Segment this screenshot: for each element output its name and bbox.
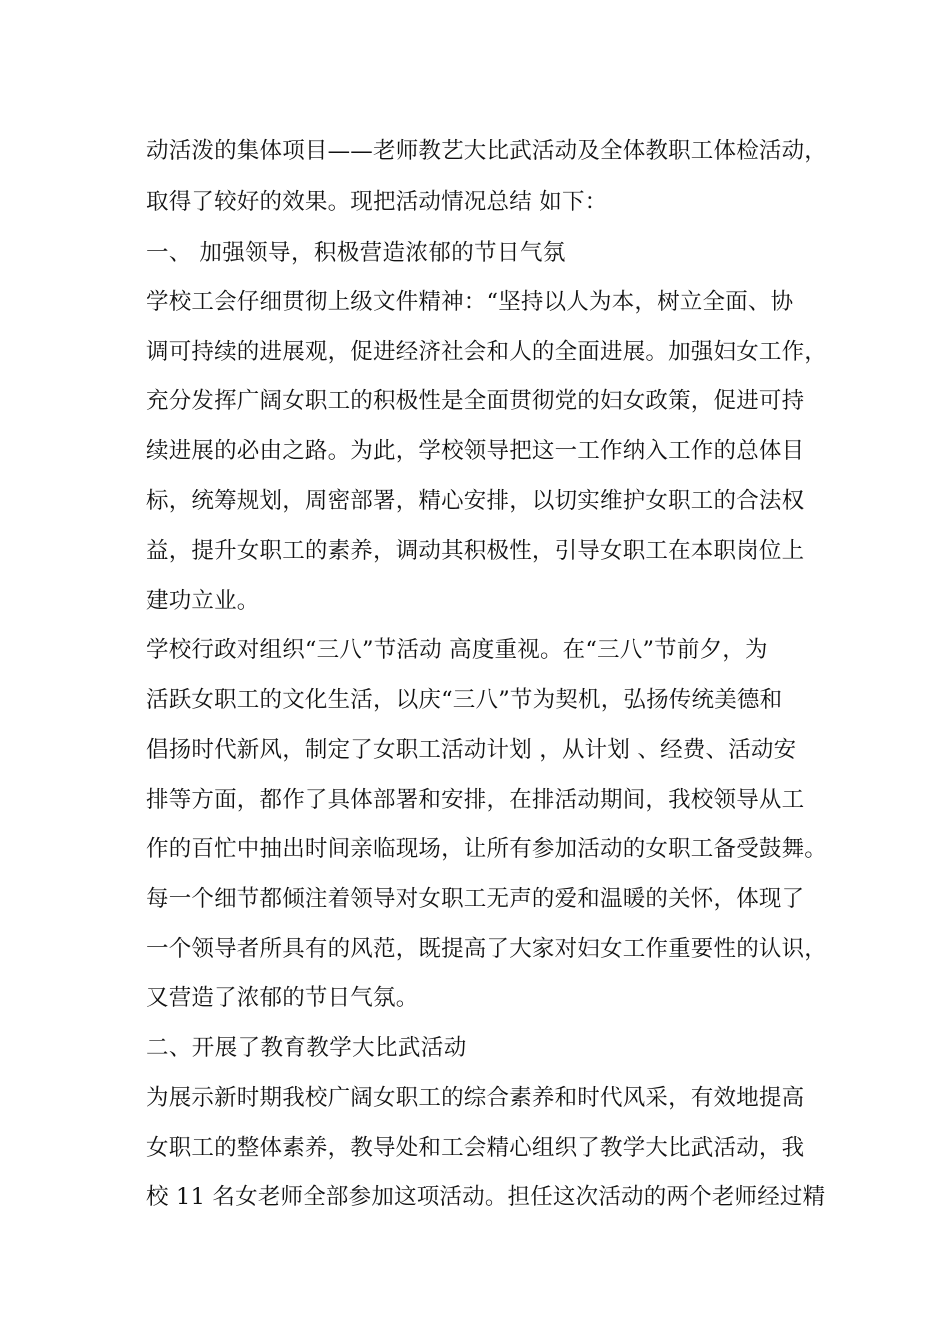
text-line: 续进展的必由之路。为此，学校领导把这一工作纳入工作的总体目 — [146, 438, 805, 464]
text-line: 标，统筹规划，周密部署，精心安排，以切实维护女职工的合法权 — [146, 488, 805, 514]
text-line: 又营造了浓郁的节日气氛。 — [146, 985, 419, 1011]
text-line: 每一个细节都倾注着领导对女职工无声的爱和温暖的关怀，体现了 — [146, 886, 805, 912]
text-line: 女职工的整体素养，教导处和工会精心组织了教学大比武活动，我 — [146, 1135, 805, 1161]
text-line: 作的百忙中抽出时间亲临现场，让所有参加活动的女职工备受鼓舞。 — [146, 836, 828, 862]
text-line: 排等方面，都作了具体部署和安排，在排活动期间，我校领导从工 — [146, 787, 805, 813]
text-line: 校 11 名女老师全部参加这项活动。担任这次活动的两个老师经过精 — [146, 1184, 826, 1210]
text-line: 调可持续的进展观，促进经济社会和人的全面进展。加强妇女工作， — [146, 339, 828, 365]
section-heading-1: 一、 加强领导，积极营造浓郁的节日气氛 — [146, 240, 566, 266]
section-heading-2: 二、开展了教育教学大比武活动 — [146, 1035, 467, 1061]
text-line: 建功立业。 — [146, 588, 260, 614]
text-line: 为展示新时期我校广阔女职工的综合素养和时代风采，有效地提高 — [146, 1085, 805, 1111]
text-line: 充分发挥广阔女职工的积极性是全面贯彻党的妇女政策，促进可持 — [146, 388, 805, 414]
text-line: 学校工会仔细贯彻上级文件精神：“坚持以人为本，树立全面、协 — [146, 289, 794, 315]
text-line: 动活泼的集体项目——老师教艺大比武活动及全体教职工体检活动， — [146, 138, 828, 164]
text-line: 一个领导者所具有的风范，既提高了大家对妇女工作重要性的认识， — [146, 936, 828, 962]
text-line: 取得了较好的效果。现把活动情况总结 如下： — [146, 189, 608, 215]
text-line: 益，提升女职工的素养，调动其积极性，引导女职工在本职岗位上 — [146, 538, 805, 564]
text-line: 学校行政对组织“三八”节活动 高度重视。在“三八”节前夕，为 — [146, 637, 768, 663]
text-line: 倡扬时代新风，制定了女职工活动计划 ，从计划 、经费、活动安 — [146, 737, 797, 763]
text-line: 活跃女职工的文化生活，以庆“三八”节为契机，弘扬传统美德和 — [146, 687, 783, 713]
